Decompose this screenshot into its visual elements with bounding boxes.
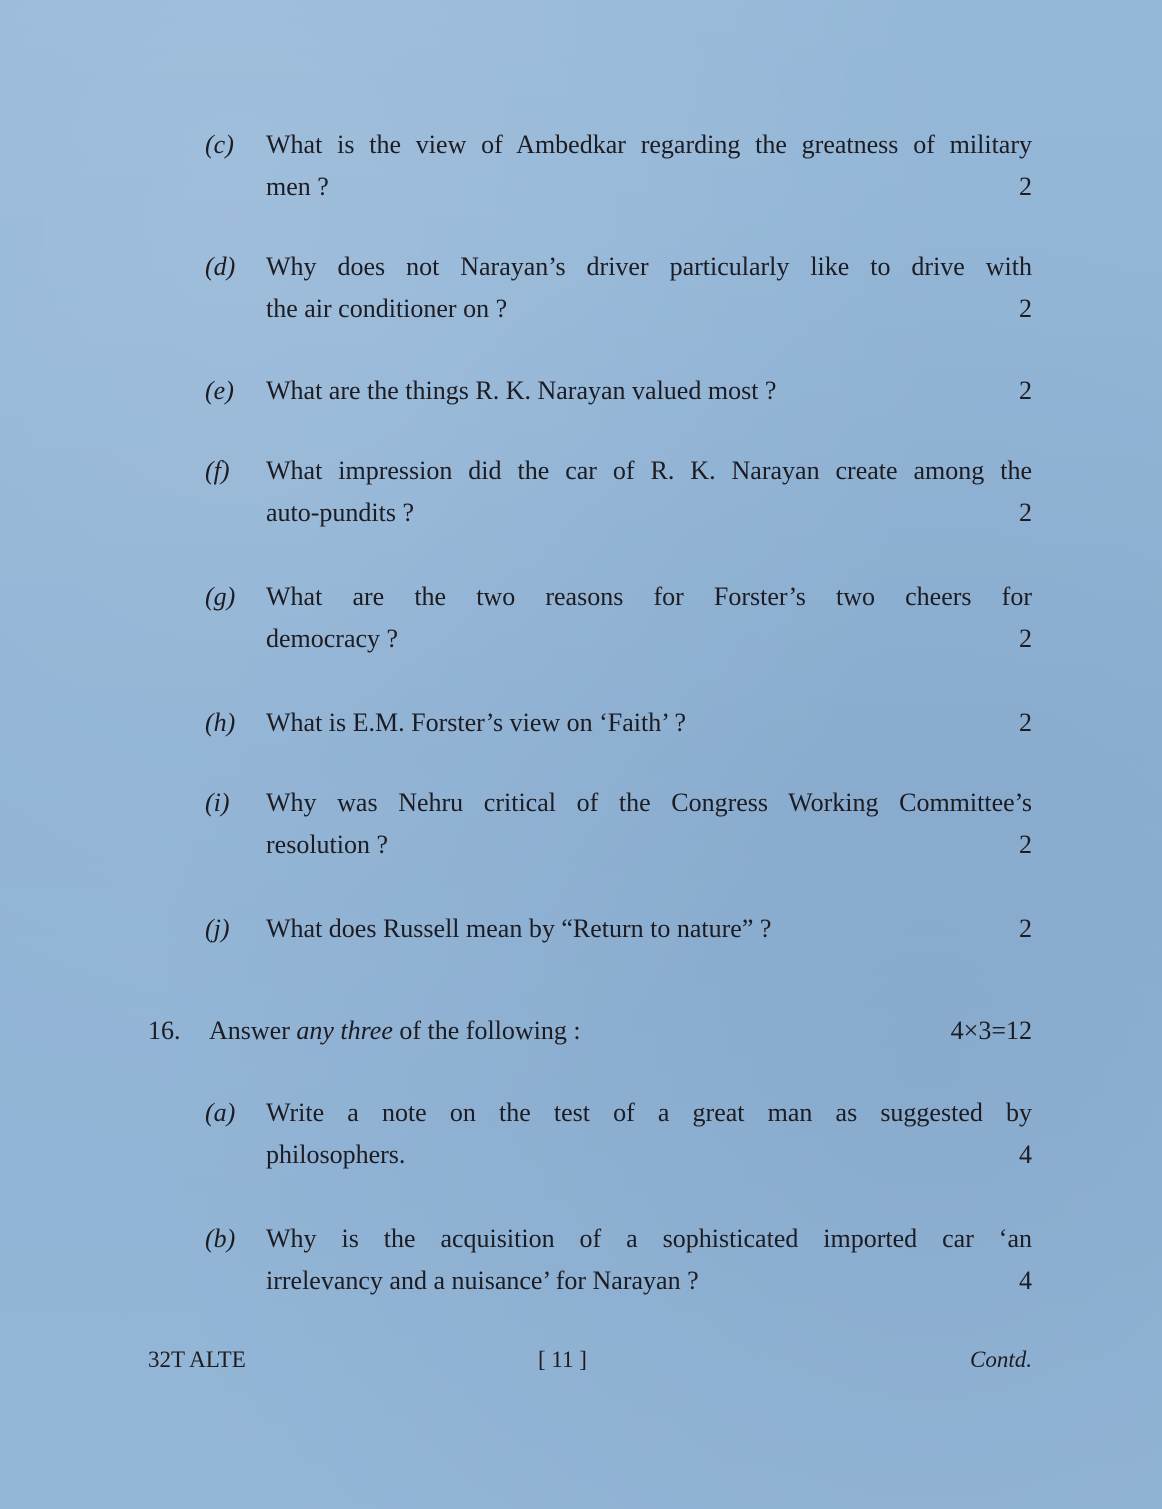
question-label: (e) <box>205 376 234 405</box>
instruction-after: of the following : <box>392 1016 581 1045</box>
question-label: (b) <box>205 1224 236 1253</box>
question-marks: 2 <box>1019 294 1032 323</box>
question-text: What are the two reasons for Forster’s two cheers for <box>266 582 1032 611</box>
question-marks: 2 <box>1019 172 1032 201</box>
paper-code: 32T ALTE <box>148 1347 246 1372</box>
question-text: Why was Nehru critical of the Congress Working Committee’s <box>266 788 1032 817</box>
question-16-b <box>200 1218 1032 1302</box>
question-16-marks: 4×3=12 <box>950 1016 1032 1045</box>
question-label: (d) <box>205 252 236 281</box>
question-label: (j) <box>205 914 230 943</box>
question-marks: 2 <box>1019 830 1032 859</box>
question-text: What impression did the car of R. K. Narayan create among the <box>266 456 1032 485</box>
question-text-cont: men ? <box>266 172 329 201</box>
question-marks: 2 <box>1019 498 1032 527</box>
question-text-cont: resolution ? <box>266 830 389 859</box>
question-text: What is E.M. Forster’s view on ‘Faith’ ? <box>266 708 687 737</box>
instruction-emphasis: any three <box>296 1016 393 1045</box>
question-label: (i) <box>205 788 230 817</box>
question-marks: 2 <box>1019 624 1032 653</box>
question-text-cont: democracy ? <box>266 624 399 653</box>
question-d <box>200 246 1032 330</box>
question-text-cont: philosophers. <box>266 1140 406 1169</box>
question-i <box>200 782 1032 866</box>
page-number: [ 11 ] <box>538 1347 587 1372</box>
question-marks: 4 <box>1019 1140 1032 1169</box>
page-footer <box>148 1340 1032 1380</box>
question-text: What is the view of Ambedkar regarding the greatness of military <box>266 130 1032 159</box>
question-text: Why is the acquisition of a sophisticated imported car ‘an <box>266 1224 1032 1253</box>
question-e <box>200 370 1032 412</box>
question-label: (c) <box>205 130 234 159</box>
question-number: 16. <box>148 1016 181 1045</box>
question-text: Why does not Narayan’s driver particularly like to drive with <box>266 252 1032 281</box>
question-c <box>200 124 1032 208</box>
question-g <box>200 576 1032 660</box>
question-text-cont: the air conditioner on ? <box>266 294 508 323</box>
question-marks: 2 <box>1019 914 1032 943</box>
question-f <box>200 450 1032 534</box>
question-label: (h) <box>205 708 236 737</box>
question-marks: 2 <box>1019 376 1032 405</box>
question-label: (g) <box>205 582 236 611</box>
question-16-heading <box>148 1010 1032 1052</box>
question-label: (a) <box>205 1098 236 1127</box>
question-text: What does Russell mean by “Return to nature” ? <box>266 914 772 943</box>
question-marks: 4 <box>1019 1266 1032 1295</box>
question-h <box>200 702 1032 744</box>
question-text: Write a note on the test of a great man as suggested by <box>266 1098 1032 1127</box>
instruction-before: Answer <box>209 1016 297 1045</box>
question-text: What are the things R. K. Narayan valued most ? <box>266 376 777 405</box>
question-label: (f) <box>205 456 230 485</box>
question-j <box>200 908 1032 950</box>
question-marks: 2 <box>1019 708 1032 737</box>
question-text-cont: auto-pundits ? <box>266 498 415 527</box>
question-text-cont: irrelevancy and a nuisance’ for Narayan ? <box>266 1266 699 1295</box>
question-16-instruction <box>209 1010 581 1052</box>
continued-label: Contd. <box>970 1347 1032 1372</box>
question-16-a <box>200 1092 1032 1176</box>
